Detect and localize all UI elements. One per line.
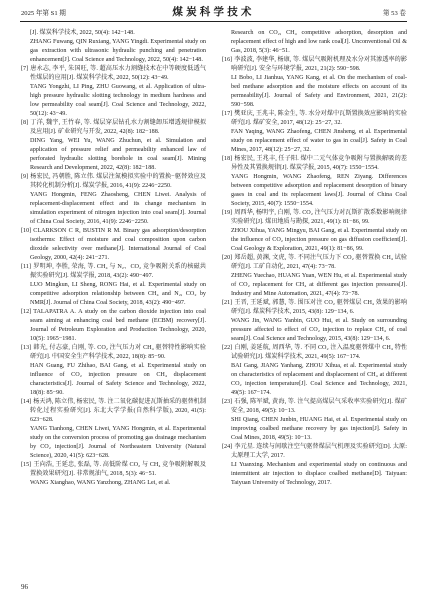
reference-cn: [J]. 煤炭科学技术, 2022, 50(4): 142−148. [30,30,135,36]
reference-cn-text: 李元星. 连续与间歇注空气驱替煤层气机理及实验研究[D]. 太原: 太原理工大学, 2017. [231,444,407,459]
reference-number: [16] [222,57,233,63]
reference-number: [15] [21,462,32,468]
issue-label: 2025 年第 S1 期 [21,10,66,17]
reference-cn [21,344,206,362]
reference-en: LI Bobo, LI Jianhua, YANG Kang, et al. On the mechanism of coal-bed methane adsorption and the moisture effects on account of its permeability[J]. Journal of Safety and Environment, 2021, 21(2): 590−598. [231,75,407,108]
reference-number: [21] [222,300,233,306]
reference-number: [12] [21,309,32,315]
reference-cn-text: 唐永志, 李平, 朱国旺, 等. 超高压水力割缝技术在中等硬度低透气性煤层的应用[J]. 煤炭科学技术, 2022, 50(12): 43−49. [30,66,206,81]
reference-cn [21,173,206,191]
reference-en [21,227,206,263]
reference-en: LI Yuanxing. Mechanism and experimental study on continuous and intermittent air injection to displace coalbed methane[D]. Taiyuan: Taiyuan University of Technology, 2017. [231,462,407,486]
reference-24 [222,443,407,488]
reference-10 [21,227,206,263]
reference-18 [222,155,407,209]
reference-22 [222,344,407,398]
reference-cn-text: 白刚, 姜延航, 周西华, 等. 不同 CO₂ 注入温度驱替煤中 CH₄ 特性试验研究[J]. 煤炭科学技术, 2021, 49(5): 167−174. [231,345,407,360]
reference-cn [222,443,407,461]
reference-number: [19] [222,210,233,216]
reference-cn [21,263,206,281]
reference-en: ZHENG Yuechao, HUANG Yuan, WEN Hu, et al. Experimental study of CO₂ replacement for CH₄ at different gas injection pressures[J]. Industry and Mine Automation, 2021, 47(4): 73−78. [231,273,407,297]
reference-20 [222,254,407,299]
volume-label: 第 53 卷 [382,10,406,17]
reference-cn-text: 石强, 陈军斌, 黄海, 等. 注气提高煤层气采收率实验研究[J]. 煤矿安全, 2018, 49(5): 10−13. [231,399,407,414]
reference-cn [222,209,407,227]
reference-cn [222,155,407,173]
reference-cn [222,344,407,362]
reference-cn-text: 丁洋, 魏宇, 王竹春, 等. 煤层穿层钻孔水力割缝卸压增透规律模拟及应用[J]. 矿业研究与开发, 2022, 42(8): 182−188. [30,120,206,135]
reference-number: [7] [21,66,29,72]
reference-cn-text: 杨天鸿, 陈立伟, 杨宏民, 等. 注二氧化碳促进瓦斯抽采的驱替机制转化过程实验研究[J]. 东北大学学报(自然科学版), 2020, 41(5): 623−628. [30,399,206,423]
reference-cn-text: 樊亚庆, 王兆丰, 陈金生, 等. 水分对煤中瓦斯置换效应影响的实验研究[J]. 煤矿安全, 2017, 48(12): 25−27, 32. [231,111,407,126]
reference-cn [222,56,407,74]
reference-cn [222,254,407,272]
reference-en: Research on CO₂, CH₄ competitive adsorption, desorption and replacement effect of high and low rank coal[J]. Unconventional Oil & Gas, 2018, 5(3): 46−51. [231,30,407,54]
reference-14 [21,398,206,461]
reference-number: [14] [21,399,32,405]
reference-number: [17] [222,111,233,117]
journal-title: 煤炭科学技术 [172,7,255,18]
header-rule [20,21,407,22]
reference-8 [21,119,206,173]
reference-en [21,308,206,344]
reference-16 [222,56,407,110]
reference-23 [222,398,407,443]
reference-en: WANG Jin, WANG Yanbin, GUO Hui, et al. Study on surrounding pressure affected to effect of CO₂ injection to replace CH₄ of coal seam[J]. Coal Science and Technology, 2015, 43(8): 129−134, 6. [231,318,407,342]
reference-en: SHI Qiang, CHEN Junbin, HUANG Hai, et al. Experimental study on improving coalbed methane recovery by gas injection[J]. Safety in Coal Mines, 2018, 49(5): 10−13. [231,417,407,441]
reference-cn-text: 罗明坤, 李胜, 荣海, 等. CH₄ 与 N₂、CO₂ 竞争吸附关系的核磁共振实验研究[J]. 煤炭学报, 2018, 43(2): 490−497. [30,264,206,279]
reference-cn-text: 王晋, 王延斌, 郭慧, 等. 围压对注 CO₂ 驱替煤层 CH₄ 效果的影响研究[J]. 煤炭科学技术, 2015, 43(8): 129−134, 6. [231,300,407,315]
reference-en: ZHOU Xihua, YANG Mingyu, BAI Gang, et al. Experimental study on the influence of CO₂ injection pressure on gas diffusion coefficient[J]. Coal Geology & Exploration, 2021, 49(1): 81−86, 99. [231,228,407,252]
reference-en: FAN Yaqing, WANG Zhaofeng, CHEN Jinsheng, et al. Experimental study on replacement effect of water to gas in coal[J]. Safety in Coal Mines, 2017, 48(12): 25−27, 32. [231,129,407,153]
reference-cn [21,398,206,425]
reference-number: [8] [21,120,29,126]
reference-column-right [222,29,407,488]
reference-cn-text: 杨宏民, 冯朝胜, 陈立伟. 煤层注氮模拟实验中的置换−驱替效应及其转化机制分析[J]. 煤炭学报, 2016, 41(9): 2246−2250. [30,174,206,189]
reference-15 [21,461,206,488]
reference-en: HAN Guang, FU Zhihao, BAI Gang, et al. Experimental study on influence of CO₂ injection pressure on CH₄ displacement characteristics[J]. Journal of Safety Science and Technology, 2022, 18(8): 85−90. [30,363,206,396]
reference-cn-text: 王向浩, 王延忠, 张磊, 等. 高低阶煤 CO₂ 与 CH₄ 竞争吸附解吸及置换效果研究[J]. 非常规油气, 2018, 5(3): 46−51. [30,462,206,477]
reference-en: LUO Mingkun, LI Sheng, RONG Hai, et al. Experimental study on competitive adsorption relationship between CH₄ and N₂, CO₂ by NMR[J]. Journal of China Coal Society, 2018, 43(2): 490−497. [30,282,206,306]
reference-cn [222,299,407,317]
reference-en: YANG Hongmin, FENG Zhaosheng, CHEN Liwei. Analysis of replacement-displacement effect and its change mechanism in simulation experiment of nitrogen injection into coal seam[J]. Journal of China Coal Society, 2016, 41(9): 2246−2250. [30,192,206,225]
reference-number: [24] [222,444,233,450]
reference-11 [21,263,206,308]
reference-cn [21,65,206,83]
reference-number: [13] [21,345,32,351]
reference-cn [21,119,206,137]
reference-15-continued [222,29,407,56]
reference-cn-text: 周西华, 杨明宇, 白刚, 等. CO₂ 注气压力对瓦斯扩散系数影响规律实验研究[J]. 煤田地质与勘探, 2021, 49(1): 81−86, 99. [231,210,407,225]
reference-number: [23] [222,399,233,405]
reference-9 [21,173,206,227]
reference-en: YANG Tianhong, CHEN Liwei, YANG Hongmin, et al. Experimental study on the conversion process of promoting gas drainage mechanism by CO₂ injection[J]. Journal of Northeastern University (Natural Science), 2020, 41(5): 623−628. [30,426,206,459]
reference-en-text: TALAPATRA A. A study on the carbon dioxide injection into coal seam aiming at enhancing coal bed methane (ECBM) recovery[J]. Journal of Petroleum Exploration and Production Technology, 2020, 10(5): 1965−1981. [30,309,206,342]
reference-number: [18] [222,156,233,162]
reference-number: [10] [21,228,32,234]
reference-en-text: CLARKSON C R, BUSTIN R M. Binary gas adsorption/desorption isotherms: Effect of moisture and coal composition upon carbon dioxide selectivity over methane[J]. International Journal of Coal Geology, 2000, 42(4): 241−271. [30,228,206,261]
reference-number: [11] [21,264,32,270]
reference-en: ZHANG Fuwang, QIN Ruxiang, YANG Yingdi. Experimental study on gas extraction with ultrasonic hydraulic punching and penetration enhancement[J]. Coal Science and Technology, 2022, 50(4): 142−148. [30,39,206,63]
reference-cn [222,110,407,128]
reference-cn-text: 杨宏民, 王兆丰, 任子阳. 煤中二元气体竞争吸附与置换解吸的差异性及其置换规律[J]. 煤炭学报, 2015, 40(7): 1550−1554. [231,156,407,171]
page-number: 96 [21,583,28,591]
reference-cn-text: 李波波, 李建华, 杨康, 等. 煤层气吸附机理及水分对其渗透率的影响研究[J]. 安全与环境学报, 2021, 21(2): 590−598. [231,57,407,72]
reference-en: YANG Hongmin, WANG Zhaofeng, REN Ziyang. Differences between competitive adsorption and replacement desorption of binary gases in coal and its replacement laws[J]. Journal of China Coal Society, 2015, 40(7): 1550−1554. [231,174,407,207]
reference-cn-text: 郑岳超, 黄渊, 文虎, 等. 不同注气压力下 CO₂ 驱替置换 CH₄ 试验研究[J]. 工矿自动化, 2021, 47(4): 73−78. [231,255,407,270]
reference-17 [222,110,407,155]
reference-cn [21,461,206,479]
reference-en: TANG Yongzhi, LI Ping, ZHU Guowang, et al. Application of ultra-high pressure hydraulic slotting technology in medium hardness and low permeability coal seam[J]. Coal Science and Technology, 2022, 50(12): 43−49. [30,84,206,117]
reference-en: DING Yang, WEI Yu, WANG Zhuchun, et al. Simulation and application of pressure relief and permeability enhanced law of perforated hydraulic slotting borehole in coal seam[J]. Mining Research and Development, 2022, 42(8): 182−188. [30,138,206,171]
reference-21 [222,299,407,344]
reference-cn [222,398,407,416]
reference-en: WANG Xianghao, WANG Yanzhong, ZHANG Lei, et al. [30,480,171,486]
reference-column-left [21,29,206,488]
reference-en: BAI Gang, JIANG Yanhang, ZHOU Xihua, et al. Experimental study on characteristics of replacement and displacement of CH₄ at different CO₂ injection temperature[J]. Coal Science and Technology, 2021, 49(5): 167−174. [231,363,407,396]
reference-number: [22] [222,345,233,351]
reference-number: [9] [21,174,29,180]
reference-7 [21,65,206,119]
reference-6-continued [21,29,206,65]
reference-number: [20] [222,255,233,261]
reference-12 [21,308,206,344]
reference-13 [21,344,206,398]
reference-19 [222,209,407,254]
reference-cn-text: 韩光, 付志豪, 白刚, 等. CO₂ 注气压力对 CH₄ 驱替特性影响实验研究[J]. 中国安全生产科学技术, 2022, 18(8): 85−90. [30,345,206,360]
